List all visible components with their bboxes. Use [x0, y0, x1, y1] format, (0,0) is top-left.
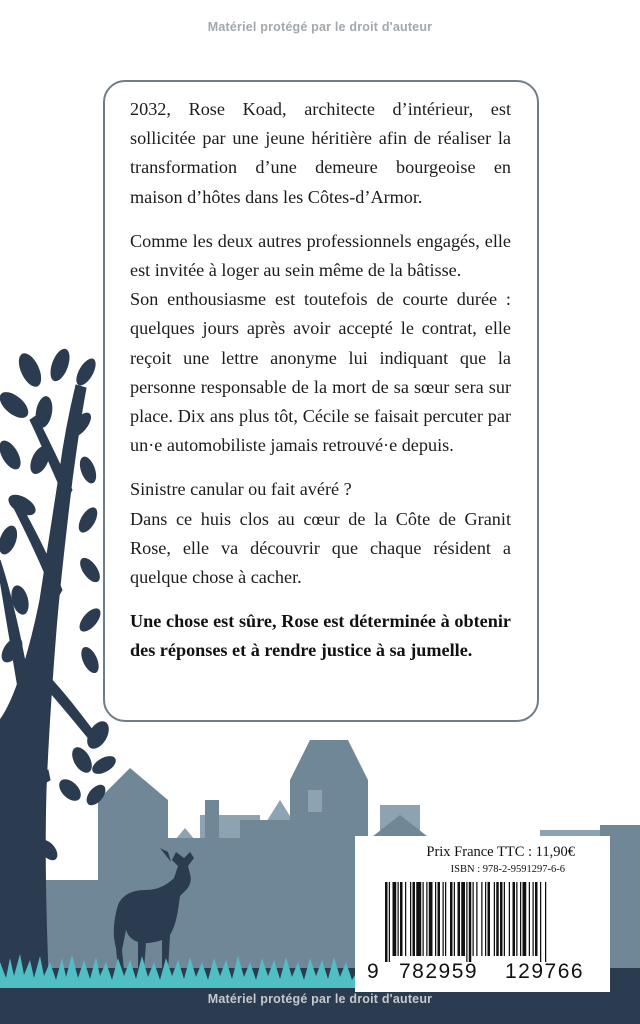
copyright-watermark-bottom: Matériel protégé par le droit d'auteur — [207, 992, 433, 1006]
barcode-bar — [435, 882, 436, 956]
barcode-bar — [481, 882, 482, 956]
barcode-bar — [488, 882, 491, 956]
price-label: Prix France TTC : 11,90€ — [426, 844, 575, 860]
barcode-bar — [540, 882, 541, 962]
barcode-bar — [450, 882, 453, 956]
barcode-bar — [529, 882, 530, 956]
barcode-bar — [496, 882, 499, 956]
barcode-bar — [393, 882, 397, 956]
barcode-bar — [410, 882, 411, 956]
barcode-digit-first: 9 — [367, 960, 381, 983]
copyright-watermark-top: Matériel protégé par le droit d'auteur — [207, 20, 433, 34]
barcode-digits-left: 782959 — [399, 960, 479, 983]
barcode-bar — [461, 882, 465, 956]
barcode-bar — [494, 882, 495, 956]
barcode-bar — [454, 882, 455, 956]
barcode-bar — [400, 882, 403, 956]
blurb-paragraph-6: Une chose est sûre, Rose est déterminée à obtenir des réponses et à rendre justice à sa jumelle. — [130, 611, 511, 661]
barcode-bar — [405, 882, 406, 956]
barcode-bar — [385, 882, 388, 962]
barcode-bar — [438, 882, 441, 956]
barcode-bar — [445, 882, 446, 956]
barcode-bar — [389, 882, 390, 962]
barcode-bar — [504, 882, 505, 956]
barcode-bar — [485, 882, 486, 956]
barcode-bar — [473, 882, 474, 956]
barcode-bar — [513, 882, 516, 956]
barcode-bar — [429, 882, 433, 956]
barcode-bar — [469, 882, 472, 962]
barcode-bar — [516, 882, 517, 956]
barcode-bar — [413, 882, 416, 956]
barcode-bar — [443, 882, 444, 956]
barcode-bar — [423, 882, 424, 956]
barcode-bar — [398, 882, 399, 956]
barcode-bar — [426, 882, 427, 956]
barcode-bar — [533, 882, 534, 956]
barcode-bar — [416, 882, 421, 956]
barcode-bar — [535, 882, 538, 956]
barcode-bar — [545, 882, 546, 962]
barcode-bar — [523, 882, 527, 956]
blurb-paragraph-1: 2032, Rose Koad, architecte d’intérieur, est sollicitée par une jeune héritière afin de réaliser la transformation d’une demeure bourgeoise en maison d’hôtes dans les Côtes-d’Armor. — [130, 99, 511, 207]
blurb-paragraph-5: Dans ce huis clos au cœur de la Côte de Granit Rose, elle va découvrir que chaque résident a quelque chose à cacher. — [130, 508, 511, 588]
barcode-bar — [520, 882, 521, 956]
barcode-box — [355, 836, 610, 992]
blurb-paragraph-2: Comme les deux autres professionnels engagés, elle est invitée à loger au sein même de la bâtisse. — [130, 230, 511, 281]
barcode-bar — [500, 882, 503, 956]
blurb-paragraph-3: Son enthousiasme est toutefois de courte durée : quelques jours après avoir accepté le contrat, elle reçoit une lettre anonyme lui indiquant que la personne responsable de la mort de sa sœur sera sur place. Dix ans plus tôt, Cécile se faisait percuter par un·e automobiliste jamais retrouvé·e depuis. — [130, 289, 511, 456]
blurb-paragraph-4: Sinistre canular ou fait avéré ? — [130, 479, 352, 500]
isbn-label: ISBN : 978-2-9591297-6-6 — [450, 864, 565, 875]
back-cover-blurb — [103, 80, 539, 722]
barcode-bar — [458, 882, 461, 956]
barcode-bar — [509, 882, 510, 956]
barcode-bar — [466, 882, 467, 962]
barcode-digits-right: 129766 — [505, 960, 585, 983]
barcode-bar — [476, 882, 477, 956]
